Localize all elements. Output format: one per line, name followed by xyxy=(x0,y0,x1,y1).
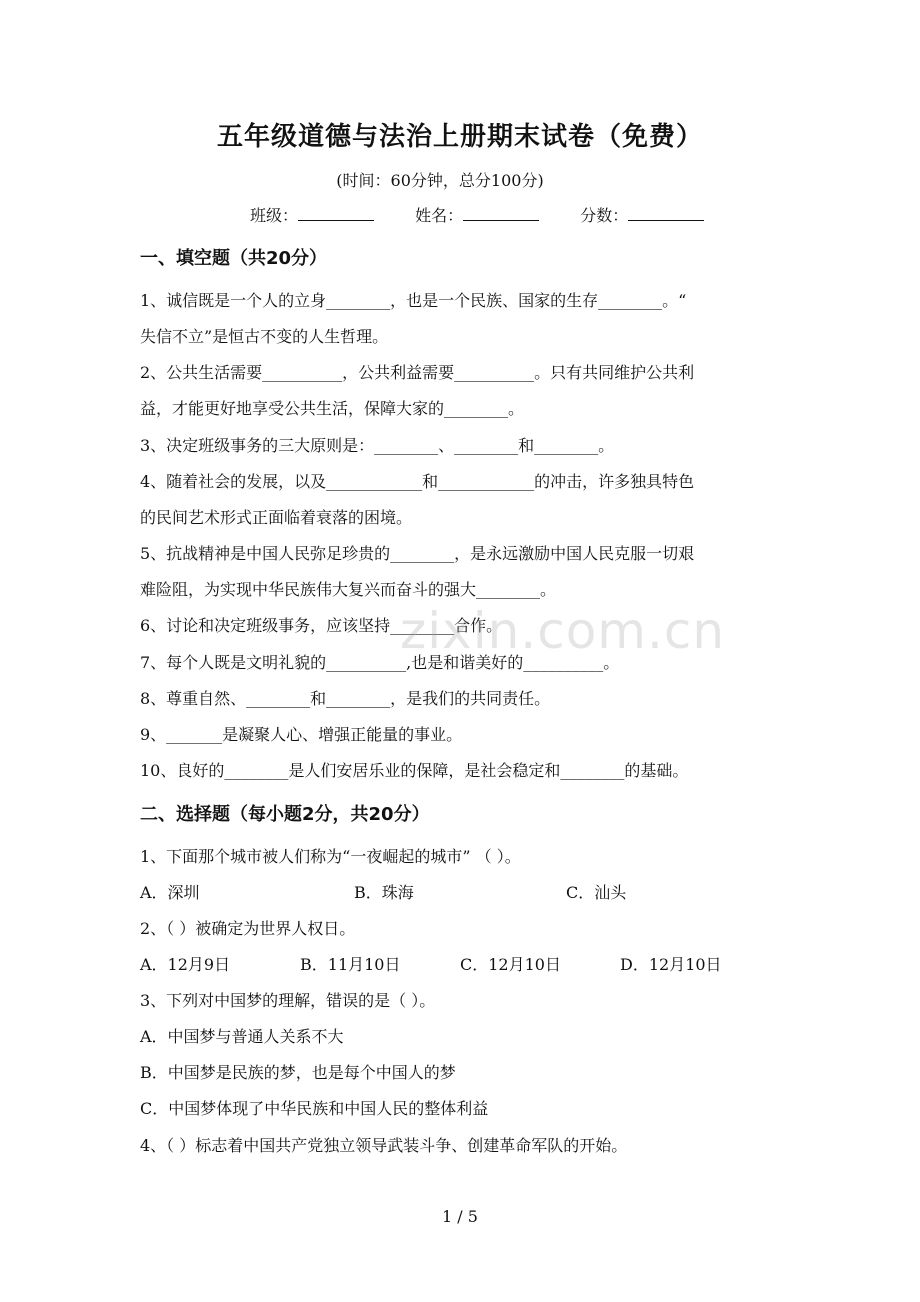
q2-option-d: D．12月10日 xyxy=(620,955,722,974)
score-label: 分数： xyxy=(580,206,629,225)
q3-option-c: C．中国梦体现了中华民族和中国人民的整体利益 xyxy=(140,1099,489,1118)
page-number: 1 / 5 xyxy=(442,1207,478,1226)
question-line: 2、公共生活需要__________，公共利益需要__________。只有共同维护公共利 xyxy=(140,363,695,382)
class-blank xyxy=(298,206,374,221)
choice-question-1: 1、下面那个城市被人们称为“一夜崛起的城市” （ ）。 xyxy=(140,847,521,866)
question-line: 失信不立”是恒古不变的人生哲理。 xyxy=(140,327,389,346)
question-line: 益，才能更好地享受公共生活，保障大家的________。 xyxy=(140,399,525,418)
choice-question-4: 4、（ ）标志着中国共产党独立领导武装斗争、创建革命军队的开始。 xyxy=(140,1136,628,1155)
question-line: 3、决定班级事务的三大原则是：________、________和________。 xyxy=(140,436,615,455)
question-line: 10、良好的________是人们安居乐业的保障，是社会稳定和________的基础。 xyxy=(140,761,689,780)
page-title: 五年级道德与法治上册期末试卷（免费） xyxy=(216,122,703,152)
section-choice-heading: 二、选择题（每小题2分，共20分） xyxy=(140,804,430,825)
q1-option-b: B．珠海 xyxy=(354,883,414,902)
score-field xyxy=(580,203,704,226)
question-line: 1、诚信既是一个人的立身________，也是一个民族、国家的生存________。“ xyxy=(140,291,687,310)
question-line: 6、讨论和决定班级事务，应该坚持________合作。 xyxy=(140,616,503,635)
name-field xyxy=(415,203,539,226)
q1-option-a: A．深圳 xyxy=(140,883,200,902)
q2-option-b: B．11月10日 xyxy=(300,955,401,974)
score-blank xyxy=(628,206,704,221)
q1-option-c: C．汕头 xyxy=(566,883,627,902)
q2-option-c: C．12月10日 xyxy=(460,955,561,974)
question-line: 5、抗战精神是中国人民弥足珍贵的________，是永远激励中国人民克服一切艰 xyxy=(140,544,695,563)
name-blank xyxy=(463,206,539,221)
class-field xyxy=(250,203,374,226)
choice-question-2: 2、（ ）被确定为世界人权日。 xyxy=(140,919,356,938)
student-info-row xyxy=(250,203,740,226)
exam-subtitle: (时间：60分钟，总分100分) xyxy=(336,171,544,190)
question-line: 4、随着社会的发展，以及____________和____________的冲击，许多独具特色 xyxy=(140,472,695,491)
watermark: zixin.com.cn xyxy=(400,602,726,660)
question-line: 9、_______是凝聚人心、增强正能量的事业。 xyxy=(140,725,463,744)
class-label: 班级： xyxy=(250,206,299,225)
question-line: 难险阻，为实现中华民族伟大复兴而奋斗的强大________。 xyxy=(140,580,557,599)
q2-option-a: A．12月9日 xyxy=(140,955,231,974)
section-fill-in-heading: 一、填空题（共20分） xyxy=(140,248,328,269)
question-line: 的民间艺术形式正面临着衰落的困境。 xyxy=(140,508,413,527)
name-label: 姓名： xyxy=(415,206,464,225)
q3-option-b: B．中国梦是民族的梦，也是每个中国人的梦 xyxy=(140,1063,456,1082)
q3-option-a: A．中国梦与普通人关系不大 xyxy=(140,1027,344,1046)
choice-question-3: 3、下列对中国梦的理解，错误的是（ ）。 xyxy=(140,991,436,1010)
question-line: 7、每个人既是文明礼貌的__________,也是和谐美好的__________。 xyxy=(140,653,620,672)
question-line: 8、尊重自然、________和________，是我们的共同责任。 xyxy=(140,689,551,708)
